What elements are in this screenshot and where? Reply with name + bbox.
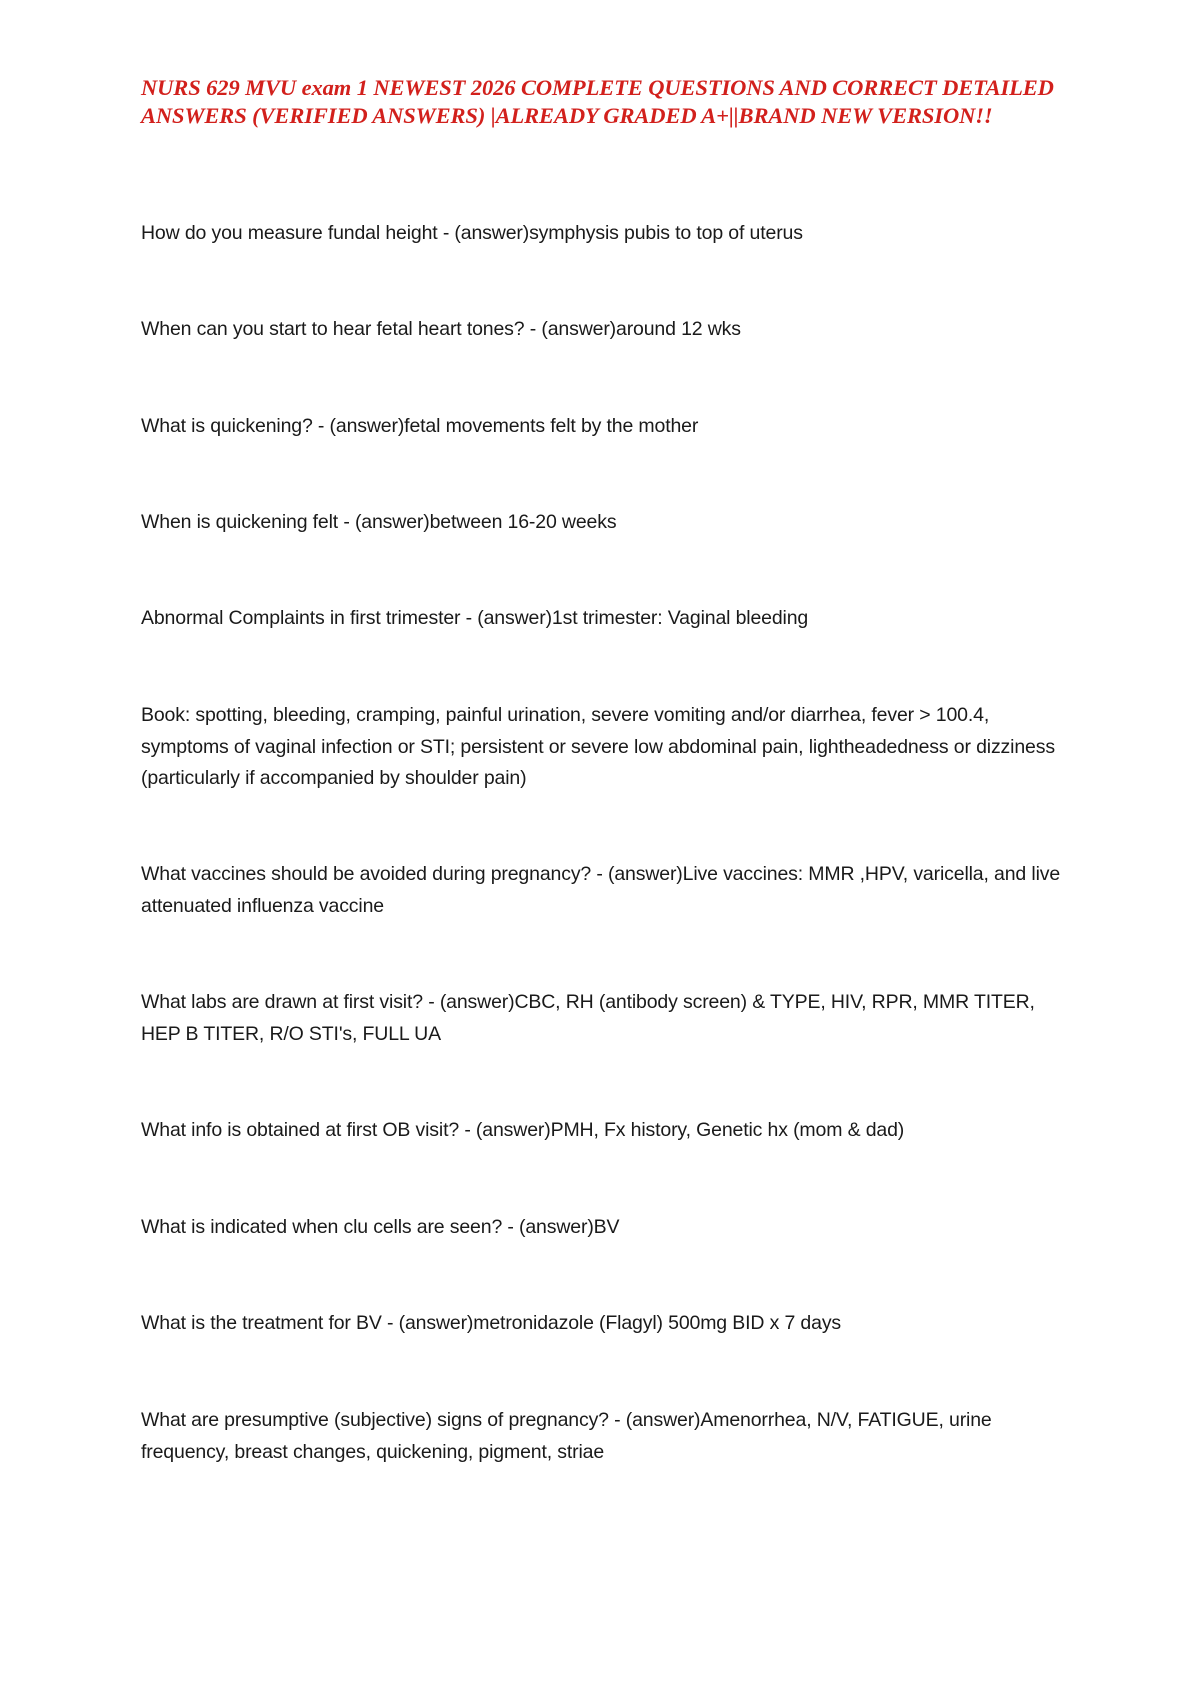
qa-item: What is the treatment for BV - (answer)metronidazole (Flagyl) 500mg BID x 7 days (141, 1312, 842, 1334)
document-title: NURS 629 MVU exam 1 NEWEST 2026 COMPLETE QUESTIONS AND CORRECT DETAILED ANSWERS (VERIFIED ANSWERS) |ALREADY GRADED A+||BRAND NEW VERSION!! (141, 75, 1054, 128)
qa-item: How do you measure fundal height - (answer)symphysis pubis to top of uterus (141, 222, 803, 244)
qa-item: What labs are drawn at first visit? - (answer)CBC, RH (antibody screen) & TYPE, HIV, RPR, MMR TITER, HEP B TITER, R/O STI's, FULL UA (141, 991, 1035, 1045)
qa-item: What is quickening? - (answer)fetal movements felt by the mother (141, 415, 699, 437)
qa-item: What info is obtained at first OB visit? - (answer)PMH, Fx history, Genetic hx (mom & dad) (141, 1119, 905, 1141)
qa-item: Abnormal Complaints in first trimester - (answer)1st trimester: Vaginal bleeding (141, 607, 809, 629)
qa-item: What vaccines should be avoided during pregnancy? - (answer)Live vaccines: MMR ,HPV, varicella, and live attenuated influenza vaccine (141, 863, 1061, 917)
qa-item: When is quickening felt - (answer)between 16-20 weeks (141, 511, 617, 533)
qa-item: What is indicated when clu cells are seen? - (answer)BV (141, 1216, 620, 1238)
qa-item: Book: spotting, bleeding, cramping, painful urination, severe vomiting and/or diarrhea, fever > 100.4, symptoms of vaginal infection or STI; persistent or severe low abdominal pain, lightheadedness or dizziness (particularly if accompanied by shoulder pain) (141, 704, 1055, 789)
qa-item: When can you start to hear fetal heart tones? - (answer)around 12 wks (141, 318, 741, 340)
qa-item: What are presumptive (subjective) signs of pregnancy? - (answer)Amenorrhea, N/V, FATIGUE, urine frequency, breast changes, quickening, pigment, striae (141, 1409, 992, 1463)
